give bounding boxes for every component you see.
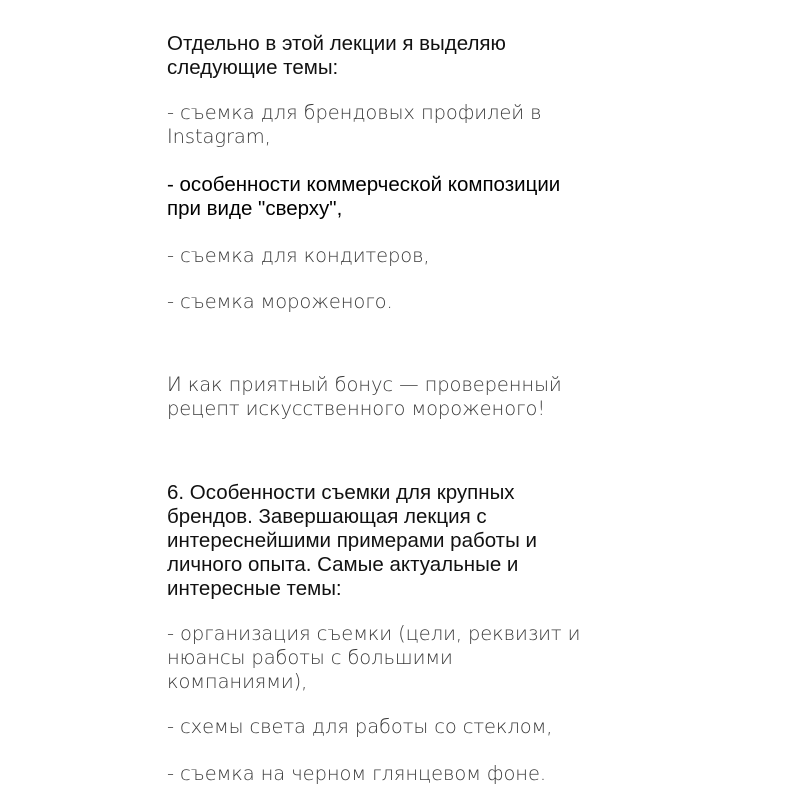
topic-ice-cream: - съемка мороженого. (167, 290, 393, 313)
topic-black-glossy-background: - съемка на черном глянцевом фоне. (167, 762, 546, 785)
topic-glass-lighting: - схемы света для работы со стеклом, (167, 715, 553, 738)
topic-shoot-organization: - организация съемки (цели, реквизит и нюансы работы с большими компаниями), (167, 622, 581, 693)
topic-confectioners: - съемка для кондитеров, (167, 244, 430, 267)
bonus-recipe-note: И как приятный бонус — проверенный рецепт искусственного мороженого! (167, 373, 562, 420)
lecture-6-description: 6. Особенности съемки для крупных брендов. Завершающая лекция с интереснейшими примерами работы и личного опыта. Самые актуальные и интересные темы: (167, 481, 537, 600)
topic-brand-instagram: - съемка для брендовых профилей в Instagram, (167, 101, 542, 148)
topic-top-view-composition: - особенности коммерческой композиции при виде "сверху", (167, 173, 561, 220)
intro-topics-heading: Отдельно в этой лекции я выделяю следующие темы: (167, 32, 506, 79)
